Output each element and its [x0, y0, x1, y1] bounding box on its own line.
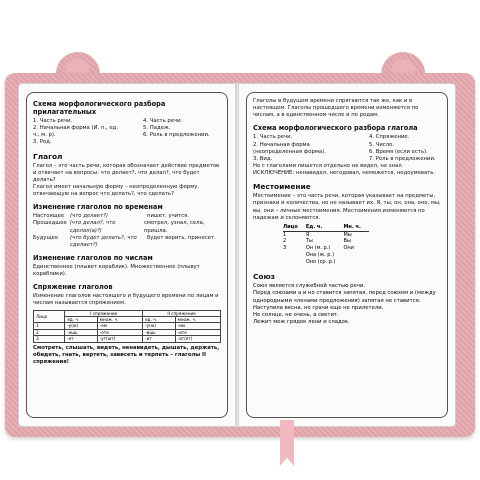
- conjunction-definition: Союз является служебной частью речи.: [253, 283, 365, 290]
- table-header: Лицо: [283, 224, 306, 231]
- conjugation-title: Спряжение глаголов: [33, 283, 113, 292]
- table-cell: Она (ж. р.): [305, 251, 335, 258]
- table-row: [283, 259, 369, 266]
- tense-name: Будущее: [33, 234, 59, 241]
- bookmark-ribbon[interactable]: [280, 420, 294, 466]
- tense-example: будет верить, принесет.: [147, 234, 216, 241]
- tense-question: (что будет делать?, что сделает?): [70, 234, 137, 248]
- table-row: [283, 224, 369, 231]
- table-cell: -ат(ят): [175, 336, 220, 342]
- table-cell: Вы: [343, 238, 351, 245]
- left-page-frame: [26, 92, 228, 418]
- pronoun-table: [283, 224, 369, 266]
- table-row: [283, 245, 369, 252]
- table-cell: -ит: [143, 336, 175, 342]
- tense-name: Прошедшее: [33, 220, 67, 227]
- verb-scheme-item: 6. Время (если есть).: [369, 148, 428, 155]
- table-row: [283, 238, 369, 245]
- ne-exceptions: ИСКЛЮЧЕНИЕ: ненавидел, негодовал, неможется, недоумевать.: [253, 170, 436, 177]
- verb-definition: Глагол – это часть речи, которая обозначает действие предметов и отвечает на вопросы: что делает?, что делал?, что будет делать?: [33, 162, 220, 183]
- table-row: [283, 231, 369, 238]
- conjunction-example: Не солнце, не очень, а светит.: [253, 311, 339, 318]
- adj-scheme-item: 3. Род.: [33, 139, 52, 146]
- conjunction-title: Союз: [253, 272, 275, 282]
- conjugation-text: Изменение глаголов настоящего и будущего времени по лицам и числам называется спряжением.: [33, 293, 219, 307]
- table-cell: -ите: [175, 329, 220, 335]
- adj-scheme-item: 2. Начальная форма (И. п., ед. ч., м. р).: [33, 125, 119, 139]
- table-cell: 3: [283, 245, 287, 252]
- adj-scheme-item: 1. Часть речи.: [33, 118, 73, 124]
- table-cell: [283, 259, 306, 266]
- pronoun-title: Местоимение: [253, 182, 311, 192]
- table-header-conj1: I спряжение: [65, 310, 143, 316]
- table-cell: [343, 259, 368, 266]
- adj-scheme-title: Схема морфологического разбора прилагательных: [33, 100, 166, 116]
- tense-row: [33, 220, 221, 234]
- table-header-person: Лицо: [34, 310, 65, 323]
- table-cell: Ты: [305, 238, 313, 245]
- table-cell: Он (м. р.): [305, 245, 331, 252]
- table-row: [283, 252, 369, 259]
- verb-scheme-title: Схема морфологического разбора глагола: [253, 124, 418, 133]
- verb-scheme-item: 3. Вид.: [253, 155, 273, 162]
- right-page: [238, 83, 456, 427]
- tenses-title: Изменение глаголов по временам: [33, 203, 163, 212]
- future-note: Глаголы в будущем времени спрягаются так же, как и в настоящем. Глаголы прошедшего времени изменяются по числам, а в единственном числе и по родам.: [253, 98, 419, 119]
- table-cell: Мы: [343, 231, 352, 238]
- table-cell: -у(ю): [143, 323, 175, 329]
- adj-scheme-item: 6. Роль в предложении.: [143, 132, 210, 139]
- right-page-frame: [246, 92, 448, 418]
- table-header: Ед. ч.: [306, 224, 344, 231]
- table-row: [34, 336, 221, 342]
- table-cell: [283, 252, 306, 259]
- verb-title: Глагол: [33, 151, 63, 161]
- left-page: [18, 83, 236, 427]
- conjugation-table: [33, 310, 221, 343]
- verb-scheme-item: 4. Спряжение.: [369, 134, 410, 141]
- table-cell: -ем: [97, 323, 142, 329]
- table-cell: [343, 252, 368, 259]
- table-cell: 2: [283, 238, 287, 245]
- conjunction-example: Наступила весна, но грачи еще не прилетели.: [253, 304, 384, 311]
- tense-name: Настоящее: [33, 213, 65, 220]
- table-subheader: ед. ч.: [65, 316, 97, 322]
- tense-example: пишет, учится.: [147, 213, 190, 220]
- table-cell: 2: [34, 329, 65, 335]
- table-cell: Оно (ср. р.): [305, 258, 336, 265]
- ne-rule: Не с глаголами пишется отдельно не видел, не знал.: [253, 162, 404, 169]
- pronoun-definition: Местоимение – это часть речи, которая указывает на предметы, признаки и количества, но не называет их. Я, ты, он, она, оно, мы, вы, они – личные местоимения. Местоимения изменяются по падежам и склоняются.: [253, 193, 441, 221]
- table-cell: -ет: [65, 336, 97, 342]
- tense-row: [33, 213, 221, 220]
- verb-scheme-list: [253, 134, 441, 163]
- table-subheader: множ. ч.: [175, 316, 220, 322]
- table-subheader: множ. ч.: [97, 316, 142, 322]
- table-cell: 3: [34, 336, 65, 342]
- tense-question: (что делает?): [70, 213, 108, 220]
- table-header-conj2: II спряжение: [143, 310, 221, 316]
- verb-scheme-item: 7. Роль в предложении.: [369, 155, 436, 162]
- exceptions-note: Смотреть, слышать, видеть, ненавидеть, дышать, держать, обидеть, гнать, вертеть, зависеть и терпеть – глаголы II спряжения!: [33, 344, 220, 366]
- table-header: Мн. ч.: [343, 224, 368, 231]
- table-cell: -ут(ют): [97, 336, 142, 342]
- table-cell: Я: [305, 231, 310, 238]
- verb-scheme-item: 1. Часть речи.: [253, 134, 293, 141]
- verb-scheme-item: 2. Начальная форма (неопределенная форма).: [253, 141, 326, 155]
- tense-row: [33, 235, 221, 249]
- tense-example: смотрел, узнал, села, пришла.: [143, 220, 205, 234]
- table-cell: Они: [343, 245, 354, 252]
- table-cell: -у(ю): [65, 323, 97, 329]
- numbers-text: Единственное (плывет кораблик). Множественное (плывут кораблики).: [33, 263, 200, 278]
- verb-scheme-item: 5. Число.: [369, 141, 395, 148]
- table-subheader: ед. ч.: [143, 316, 175, 322]
- table-cell: -ишь: [143, 329, 175, 335]
- table-cell: 1: [34, 323, 65, 329]
- table-cell: -ете: [97, 329, 142, 335]
- table-cell: -им: [175, 323, 220, 329]
- adj-scheme-item: 5. Падеж.: [143, 125, 171, 132]
- tenses-list: [33, 213, 221, 249]
- table-cell: -ешь: [65, 329, 97, 335]
- adj-scheme-item: 4. Часть речи.: [143, 118, 183, 124]
- verb-initial-form: Глагол имеет начальную форму – неопределенную форму, отвечающую на вопрос что делать?, что сделать?: [33, 183, 200, 198]
- tense-question: (что делал?, что сделал(а)?): [69, 220, 116, 234]
- conjunction-rule: Перед союзами а и но ставится запятая, перед союзом и (между однородными членами предложения) запятая не ставится.: [253, 290, 436, 304]
- adj-scheme-list: [33, 118, 221, 147]
- table-cell: 1: [283, 231, 287, 238]
- numbers-title: Изменение глаголов по числам: [33, 253, 153, 262]
- conjunction-example: Лежит меж грядок лени и сладок.: [253, 319, 350, 326]
